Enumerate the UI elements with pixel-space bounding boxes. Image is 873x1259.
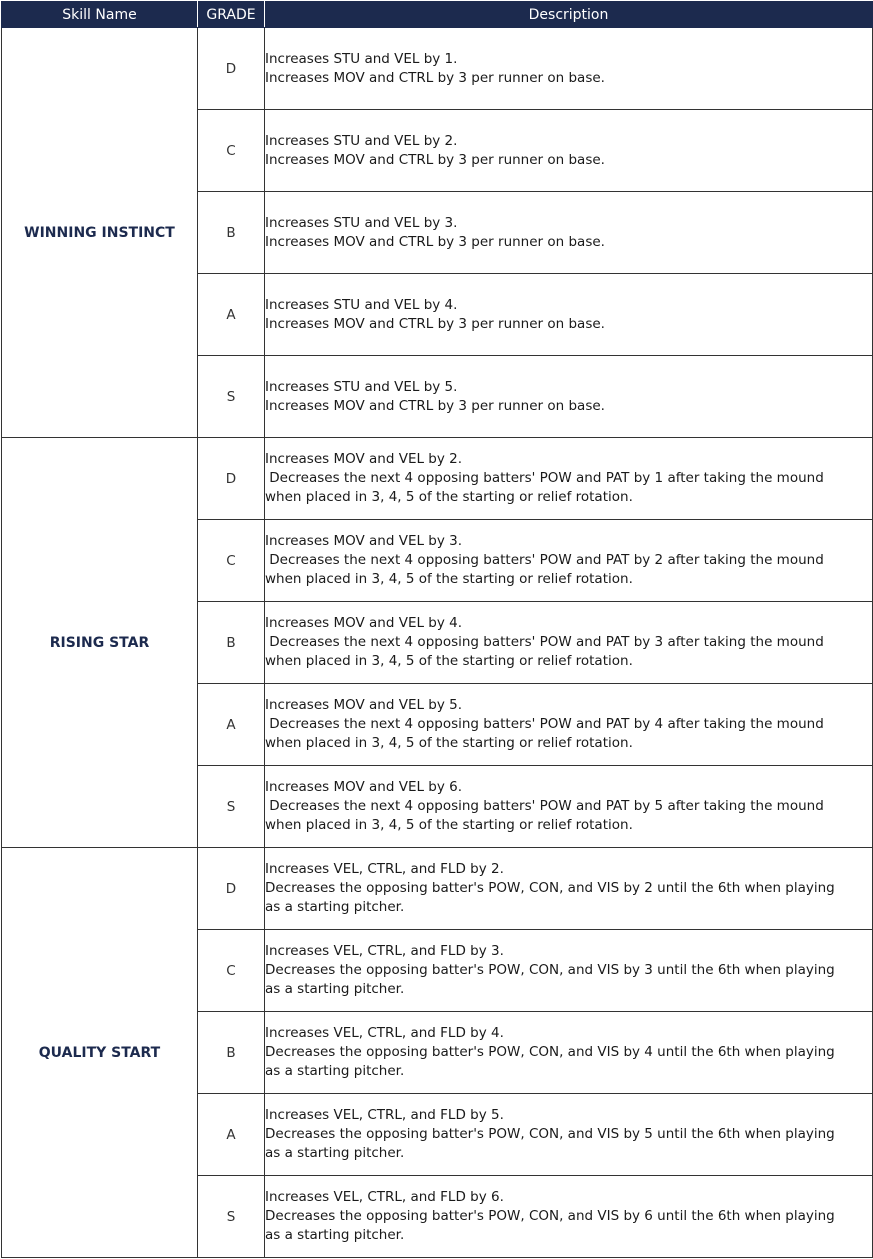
description-line: Increases MOV and VEL by 4.	[265, 615, 463, 631]
description-cell	[265, 930, 873, 1012]
description-line: Decreases the next 4 opposing batters' POW and PAT by 4 after taking the mound	[265, 716, 824, 732]
description-cell	[265, 1012, 873, 1094]
description-line: as a starting pitcher.	[265, 1227, 405, 1243]
grade-cell: A	[198, 274, 265, 356]
description-line: Increases VEL, CTRL, and FLD by 5.	[265, 1107, 504, 1123]
description-cell	[265, 1094, 873, 1176]
description-cell	[265, 520, 873, 602]
skills-body	[2, 28, 873, 1258]
description-line: Decreases the opposing batter's POW, CON, and VIS by 2 until the 6th when playing	[265, 880, 835, 896]
description-cell	[265, 192, 873, 274]
description-line: Decreases the next 4 opposing batters' POW and PAT by 5 after taking the mound	[265, 798, 824, 814]
description-line: Decreases the next 4 opposing batters' POW and PAT by 1 after taking the mound	[265, 470, 824, 486]
description-cell	[265, 438, 873, 520]
description-cell	[265, 766, 873, 848]
grade-cell: S	[198, 766, 265, 848]
description-line: Increases VEL, CTRL, and FLD by 3.	[265, 943, 504, 959]
description-cell	[265, 602, 873, 684]
description-cell	[265, 1176, 873, 1258]
description-line: Increases MOV and CTRL by 3 per runner on base.	[265, 315, 605, 332]
description-line: Increases STU and VEL by 1.	[265, 50, 458, 67]
description-line: Decreases the opposing batter's POW, CON, and VIS by 5 until the 6th when playing	[265, 1126, 835, 1142]
grade-cell: D	[198, 848, 265, 930]
description-line: Increases MOV and VEL by 2.	[265, 451, 463, 467]
description-line: Increases MOV and CTRL by 3 per runner on base.	[265, 69, 605, 86]
description-line: Decreases the next 4 opposing batters' POW and PAT by 2 after taking the mound	[265, 552, 824, 568]
header-row	[2, 2, 873, 28]
description-cell	[265, 110, 873, 192]
grade-cell: S	[198, 356, 265, 438]
skill-name-cell: RISING STAR	[2, 438, 198, 848]
table-row	[2, 848, 873, 930]
description-line: Increases MOV and VEL by 3.	[265, 533, 463, 549]
grade-cell: B	[198, 602, 265, 684]
table-row	[2, 438, 873, 520]
description-line: Increases VEL, CTRL, and FLD by 2.	[265, 861, 504, 877]
description-line: as a starting pitcher.	[265, 899, 405, 915]
skill-name-cell: QUALITY START	[2, 848, 198, 1258]
description-line: when placed in 3, 4, 5 of the starting or relief rotation.	[265, 653, 633, 669]
grade-cell: S	[198, 1176, 265, 1258]
grade-cell: D	[198, 438, 265, 520]
description-line: Increases VEL, CTRL, and FLD by 6.	[265, 1189, 504, 1205]
header-grade: GRADE	[198, 2, 265, 28]
header-skill-name: Skill Name	[2, 2, 198, 28]
description-line: Increases STU and VEL by 4.	[265, 296, 458, 313]
description-line: when placed in 3, 4, 5 of the starting or relief rotation.	[265, 571, 633, 587]
description-cell	[265, 848, 873, 930]
description-cell	[265, 274, 873, 356]
description-line: as a starting pitcher.	[265, 981, 405, 997]
description-cell	[265, 28, 873, 110]
description-line: Increases MOV and VEL by 5.	[265, 697, 463, 713]
description-line: as a starting pitcher.	[265, 1145, 405, 1161]
grade-cell: A	[198, 1094, 265, 1176]
description-line: as a starting pitcher.	[265, 1063, 405, 1079]
grade-cell: B	[198, 192, 265, 274]
description-line: Decreases the opposing batter's POW, CON, and VIS by 6 until the 6th when playing	[265, 1208, 835, 1224]
description-line: Increases VEL, CTRL, and FLD by 4.	[265, 1025, 504, 1041]
grade-cell: C	[198, 110, 265, 192]
description-line: Increases MOV and CTRL by 3 per runner on base.	[265, 397, 605, 414]
grade-cell: D	[198, 28, 265, 110]
description-line: when placed in 3, 4, 5 of the starting or relief rotation.	[265, 489, 633, 505]
description-line: Increases STU and VEL by 2.	[265, 132, 458, 149]
description-line: Decreases the next 4 opposing batters' POW and PAT by 3 after taking the mound	[265, 634, 824, 650]
grade-cell: C	[198, 930, 265, 1012]
header-description: Description	[265, 2, 873, 28]
description-cell	[265, 684, 873, 766]
grade-cell: A	[198, 684, 265, 766]
grade-cell: C	[198, 520, 265, 602]
table-row	[2, 28, 873, 110]
description-line: Decreases the opposing batter's POW, CON, and VIS by 4 until the 6th when playing	[265, 1044, 835, 1060]
skills-table	[1, 1, 873, 1258]
description-line: when placed in 3, 4, 5 of the starting or relief rotation.	[265, 817, 633, 833]
description-line: when placed in 3, 4, 5 of the starting or relief rotation.	[265, 735, 633, 751]
skill-name-cell: WINNING INSTINCT	[2, 28, 198, 438]
description-line: Decreases the opposing batter's POW, CON, and VIS by 3 until the 6th when playing	[265, 962, 835, 978]
description-cell	[265, 356, 873, 438]
description-line: Increases STU and VEL by 3.	[265, 214, 458, 231]
description-line: Increases MOV and CTRL by 3 per runner on base.	[265, 233, 605, 250]
description-line: Increases MOV and VEL by 6.	[265, 779, 463, 795]
grade-cell: B	[198, 1012, 265, 1094]
description-line: Increases MOV and CTRL by 3 per runner on base.	[265, 151, 605, 168]
description-line: Increases STU and VEL by 5.	[265, 378, 458, 395]
